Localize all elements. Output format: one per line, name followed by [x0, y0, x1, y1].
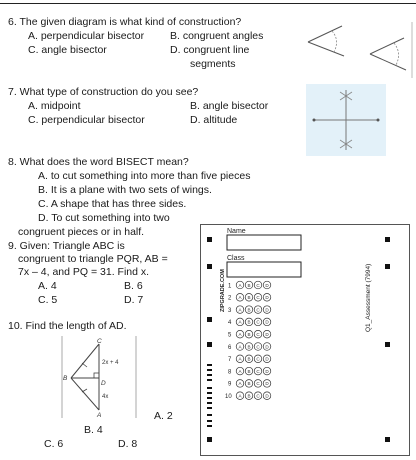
- question-number: 5: [228, 332, 232, 339]
- bubble-letter: B: [247, 307, 251, 313]
- bubble-letter: B: [247, 344, 251, 350]
- bubble-letter: C: [256, 319, 260, 325]
- q8-option-d: D. To cut something into two: [38, 212, 170, 224]
- bubble-letter: C: [256, 393, 260, 399]
- q8-option-d-cont: congruent pieces or in half.: [18, 226, 145, 238]
- bubble-letter: A: [238, 356, 242, 362]
- bubble-letter: A: [238, 282, 242, 288]
- bubble-letter: C: [256, 295, 260, 301]
- question-number: 2: [228, 295, 232, 302]
- q10-option-a: A. 2: [154, 410, 173, 422]
- bubble-letter: C: [256, 307, 260, 313]
- q9-option-b: B. 6: [124, 280, 143, 292]
- q7-option-b: B. angle bisector: [190, 100, 269, 112]
- bubble-letter: A: [238, 344, 242, 350]
- question-number: 1: [228, 283, 232, 290]
- bubble-letter: C: [256, 344, 260, 350]
- bubble-letter: C: [256, 381, 260, 387]
- bubble-letter: D: [265, 295, 269, 301]
- q10-option-c: C. 6: [44, 438, 64, 450]
- bubble-letter: D: [265, 381, 269, 387]
- bubble-letter: B: [247, 319, 251, 325]
- bubble-letter: A: [238, 307, 242, 313]
- segment-da-expression: 4x: [102, 394, 109, 400]
- q8-option-b: B. It is a plane with two sets of wings.: [38, 184, 212, 196]
- class-label: Class: [227, 255, 245, 262]
- q6-question: 6. The given diagram is what kind of construction?: [8, 16, 242, 28]
- bubble-letter: B: [247, 381, 251, 387]
- q7-option-d: D. altitude: [190, 114, 238, 126]
- question-number: 8: [228, 369, 232, 376]
- point-d-label: D: [101, 380, 106, 387]
- q6-option-d: D. congruent line: [170, 44, 250, 56]
- bubble-letter: D: [265, 319, 269, 325]
- q7-option-c: C. perpendicular bisector: [28, 114, 145, 126]
- point-b-label: B: [63, 375, 68, 382]
- bubble-letter: D: [265, 332, 269, 337]
- bubble-letter: B: [247, 332, 251, 337]
- question-number: 4: [228, 320, 232, 327]
- name-label: Name: [227, 228, 246, 235]
- bubble-letter: B: [247, 356, 251, 362]
- bubble-letter: B: [247, 282, 251, 288]
- assessment-label: Q1_Assessment (7994): [365, 263, 372, 332]
- q9-option-c: C. 5: [38, 294, 58, 306]
- altitude-triangle-diagram: [54, 334, 154, 418]
- bubble-letter: D: [265, 307, 269, 313]
- q10-option-b: B. 4: [84, 424, 103, 436]
- q7-option-a: A. midpoint: [28, 100, 81, 112]
- q6-option-d-cont: segments: [190, 58, 236, 70]
- bubble-letter: D: [265, 282, 269, 288]
- q10-option-d: D. 8: [118, 438, 138, 450]
- segment-cd-expression: 2x + 4: [102, 360, 119, 366]
- q8-question: 8. What does the word BISECT mean?: [8, 156, 189, 168]
- q8-option-a: A. to cut something into more than five pieces: [38, 170, 251, 182]
- brand-label: ZIPGRADE.COM: [220, 269, 226, 312]
- bubble-letter: A: [238, 393, 242, 399]
- bubble-letter: A: [238, 368, 242, 374]
- bubble-letter: D: [265, 344, 269, 350]
- bubble-letter: A: [238, 319, 242, 325]
- question-number: 7: [228, 357, 232, 364]
- bubble-letter: A: [238, 295, 242, 301]
- q9-line-2: congruent to triangle PQR, AB =: [18, 253, 168, 265]
- bubble-letter: B: [247, 295, 251, 301]
- point-a-label: A: [97, 412, 102, 418]
- q6-option-c: C. angle bisector: [28, 44, 107, 56]
- bubble-letter: C: [256, 356, 260, 362]
- question-number: 3: [228, 307, 232, 314]
- q8-option-c: C. A shape that has three sides.: [38, 198, 187, 210]
- question-number: 6: [228, 344, 232, 351]
- top-rule: [0, 3, 416, 4]
- bubble-letter: D: [265, 393, 269, 399]
- question-number: 10: [225, 394, 232, 400]
- q9-option-a: A. 4: [38, 280, 57, 292]
- bubble-letter: A: [238, 381, 242, 387]
- q9-line-1: 9. Given: Triangle ABC is: [8, 240, 125, 252]
- bubble-letter: D: [265, 368, 269, 374]
- bubble-letter: B: [247, 368, 251, 374]
- congruent-angles-diagram: [300, 20, 414, 80]
- bubble-letter: A: [238, 332, 242, 337]
- bubble-letter: C: [256, 368, 260, 374]
- zipgrade-answer-sheet: [200, 224, 410, 456]
- point-c-label: C: [97, 338, 102, 345]
- q7-question: 7. What type of construction do you see?: [8, 86, 199, 98]
- question-number: 9: [228, 381, 232, 388]
- q6-option-b: B. congruent angles: [170, 30, 264, 42]
- q10-question: 10. Find the length of AD.: [8, 320, 127, 332]
- bubble-letter: C: [256, 282, 260, 288]
- bubble-letter: D: [265, 356, 269, 362]
- q6-option-a: A. perpendicular bisector: [28, 30, 145, 42]
- q9-line-3: 7x – 4, and PQ = 31. Find x.: [18, 266, 150, 278]
- q9-option-d: D. 7: [124, 294, 144, 306]
- perpendicular-bisector-diagram: [306, 84, 386, 156]
- bubble-letter: B: [247, 393, 251, 399]
- bubble-letter: C: [256, 332, 260, 337]
